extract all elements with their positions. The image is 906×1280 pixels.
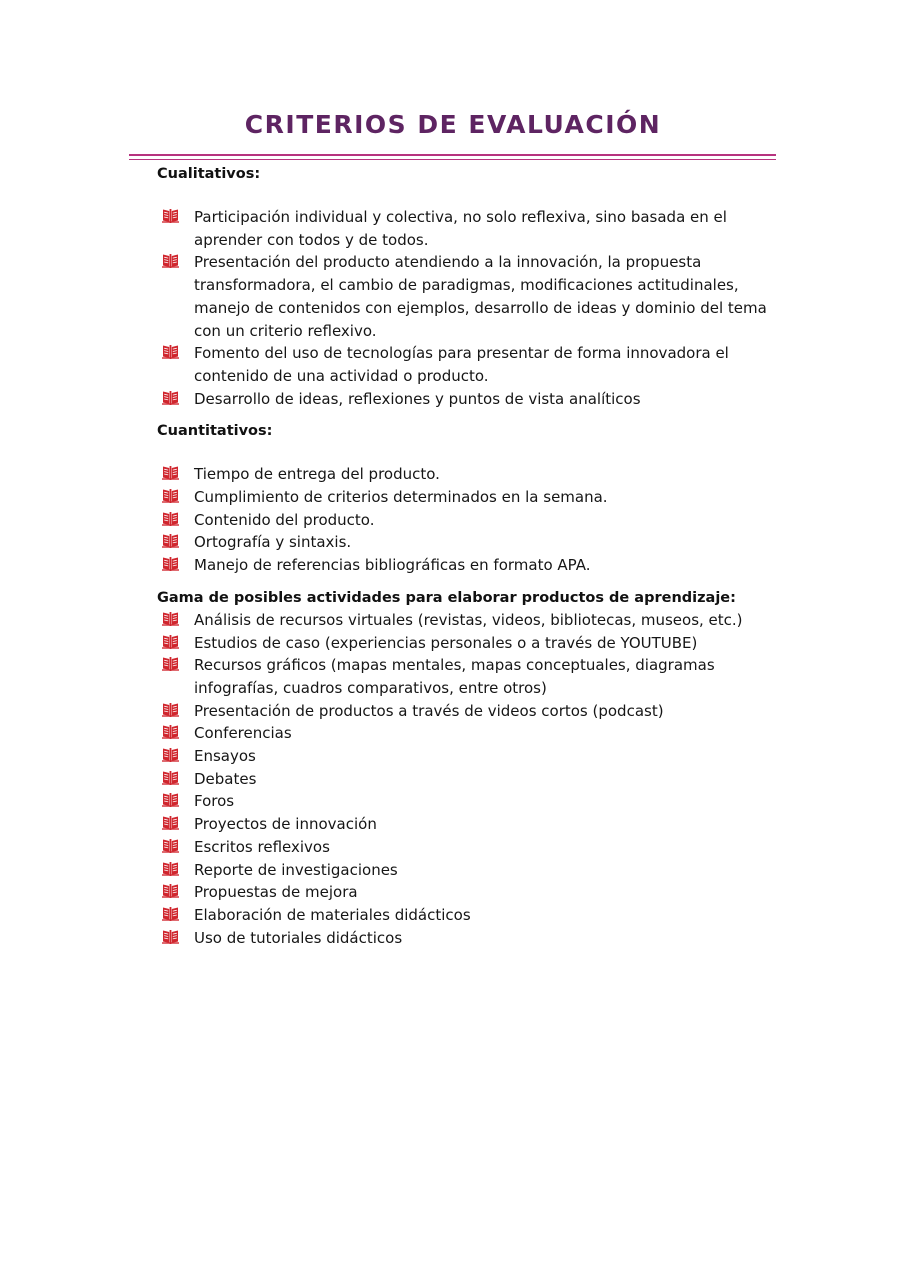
open-book-icon [162, 770, 179, 786]
list-item: Escritos reflexivos [157, 836, 777, 859]
list-item: Fomento del uso de tecnologías para presentar de forma innovadora el contenido de una actividad o producto. [157, 342, 777, 387]
open-book-icon [162, 634, 179, 650]
open-book-icon [162, 533, 179, 549]
bullet-list [157, 609, 777, 950]
list-item: Tiempo de entrega del producto. [157, 463, 777, 486]
open-book-icon [162, 253, 179, 269]
section-cuantitativos [157, 420, 777, 577]
list-item: Debates [157, 768, 777, 791]
page-title: CRITERIOS DE EVALUACIÓN [244, 110, 662, 139]
open-book-icon [162, 656, 179, 672]
list-item: Análisis de recursos virtuales (revistas, videos, bibliotecas, museos, etc.) [157, 609, 777, 632]
open-book-icon [162, 465, 179, 481]
list-item: Cumplimiento de criterios determinados en la semana. [157, 486, 777, 509]
open-book-icon [162, 792, 179, 808]
section-heading: Cuantitativos: [157, 423, 273, 440]
list-item: Ensayos [157, 745, 777, 768]
open-book-icon [162, 208, 179, 224]
list-item: Recursos gráficos (mapas mentales, mapas conceptuales, diagramas infografías, cuadros comparativos, entre otros) [157, 654, 777, 699]
open-book-icon [162, 344, 179, 360]
section-heading: Gama de posibles actividades para elaborar productos de aprendizaje: [157, 589, 736, 606]
list-item: Presentación del producto atendiendo a la innovación, la propuesta transformadora, el cambio de paradigmas, modificaciones actitudinales, manejo de contenidos con ejemplos, desarrollo de ideas y dominio del tema con un criterio reflexivo. [157, 251, 777, 342]
list-item: Uso de tutoriales didácticos [157, 927, 777, 950]
open-book-icon [162, 929, 179, 945]
list-item: Proyectos de innovación [157, 813, 777, 836]
list-item: Foros [157, 790, 777, 813]
open-book-icon [162, 511, 179, 527]
open-book-icon [162, 488, 179, 504]
open-book-icon [162, 702, 179, 718]
open-book-icon [162, 815, 179, 831]
section-heading: Cualitativos: [157, 166, 261, 182]
open-book-icon [162, 611, 179, 627]
list-item: Ortografía y sintaxis. [157, 531, 777, 554]
open-book-icon [162, 906, 179, 922]
list-item: Elaboración de materiales didácticos [157, 904, 777, 927]
list-item: Contenido del producto. [157, 509, 777, 532]
list-item: Manejo de referencias bibliográficas en formato APA. [157, 554, 777, 577]
list-item: Presentación de productos a través de videos cortos (podcast) [157, 700, 777, 723]
section-cualitativos [157, 163, 777, 410]
open-book-icon [162, 724, 179, 740]
open-book-icon [162, 838, 179, 854]
document-body [157, 163, 777, 949]
open-book-icon [162, 556, 179, 572]
bullet-list [157, 206, 777, 410]
section-actividades [157, 587, 777, 950]
list-item: Desarrollo de ideas, reflexiones y puntos de vista analíticos [157, 388, 777, 411]
open-book-icon [162, 390, 179, 406]
list-item: Conferencias [157, 722, 777, 745]
open-book-icon [162, 861, 179, 877]
title-divider [129, 154, 776, 160]
bullet-list [157, 463, 777, 577]
open-book-icon [162, 883, 179, 899]
list-item: Reporte de investigaciones [157, 859, 777, 882]
list-item: Propuestas de mejora [157, 881, 777, 904]
open-book-icon [162, 747, 179, 763]
list-item: Estudios de caso (experiencias personales o a través de YOUTUBE) [157, 632, 777, 655]
list-item: Participación individual y colectiva, no solo reflexiva, sino basada en el aprender con todos y de todos. [157, 206, 777, 251]
